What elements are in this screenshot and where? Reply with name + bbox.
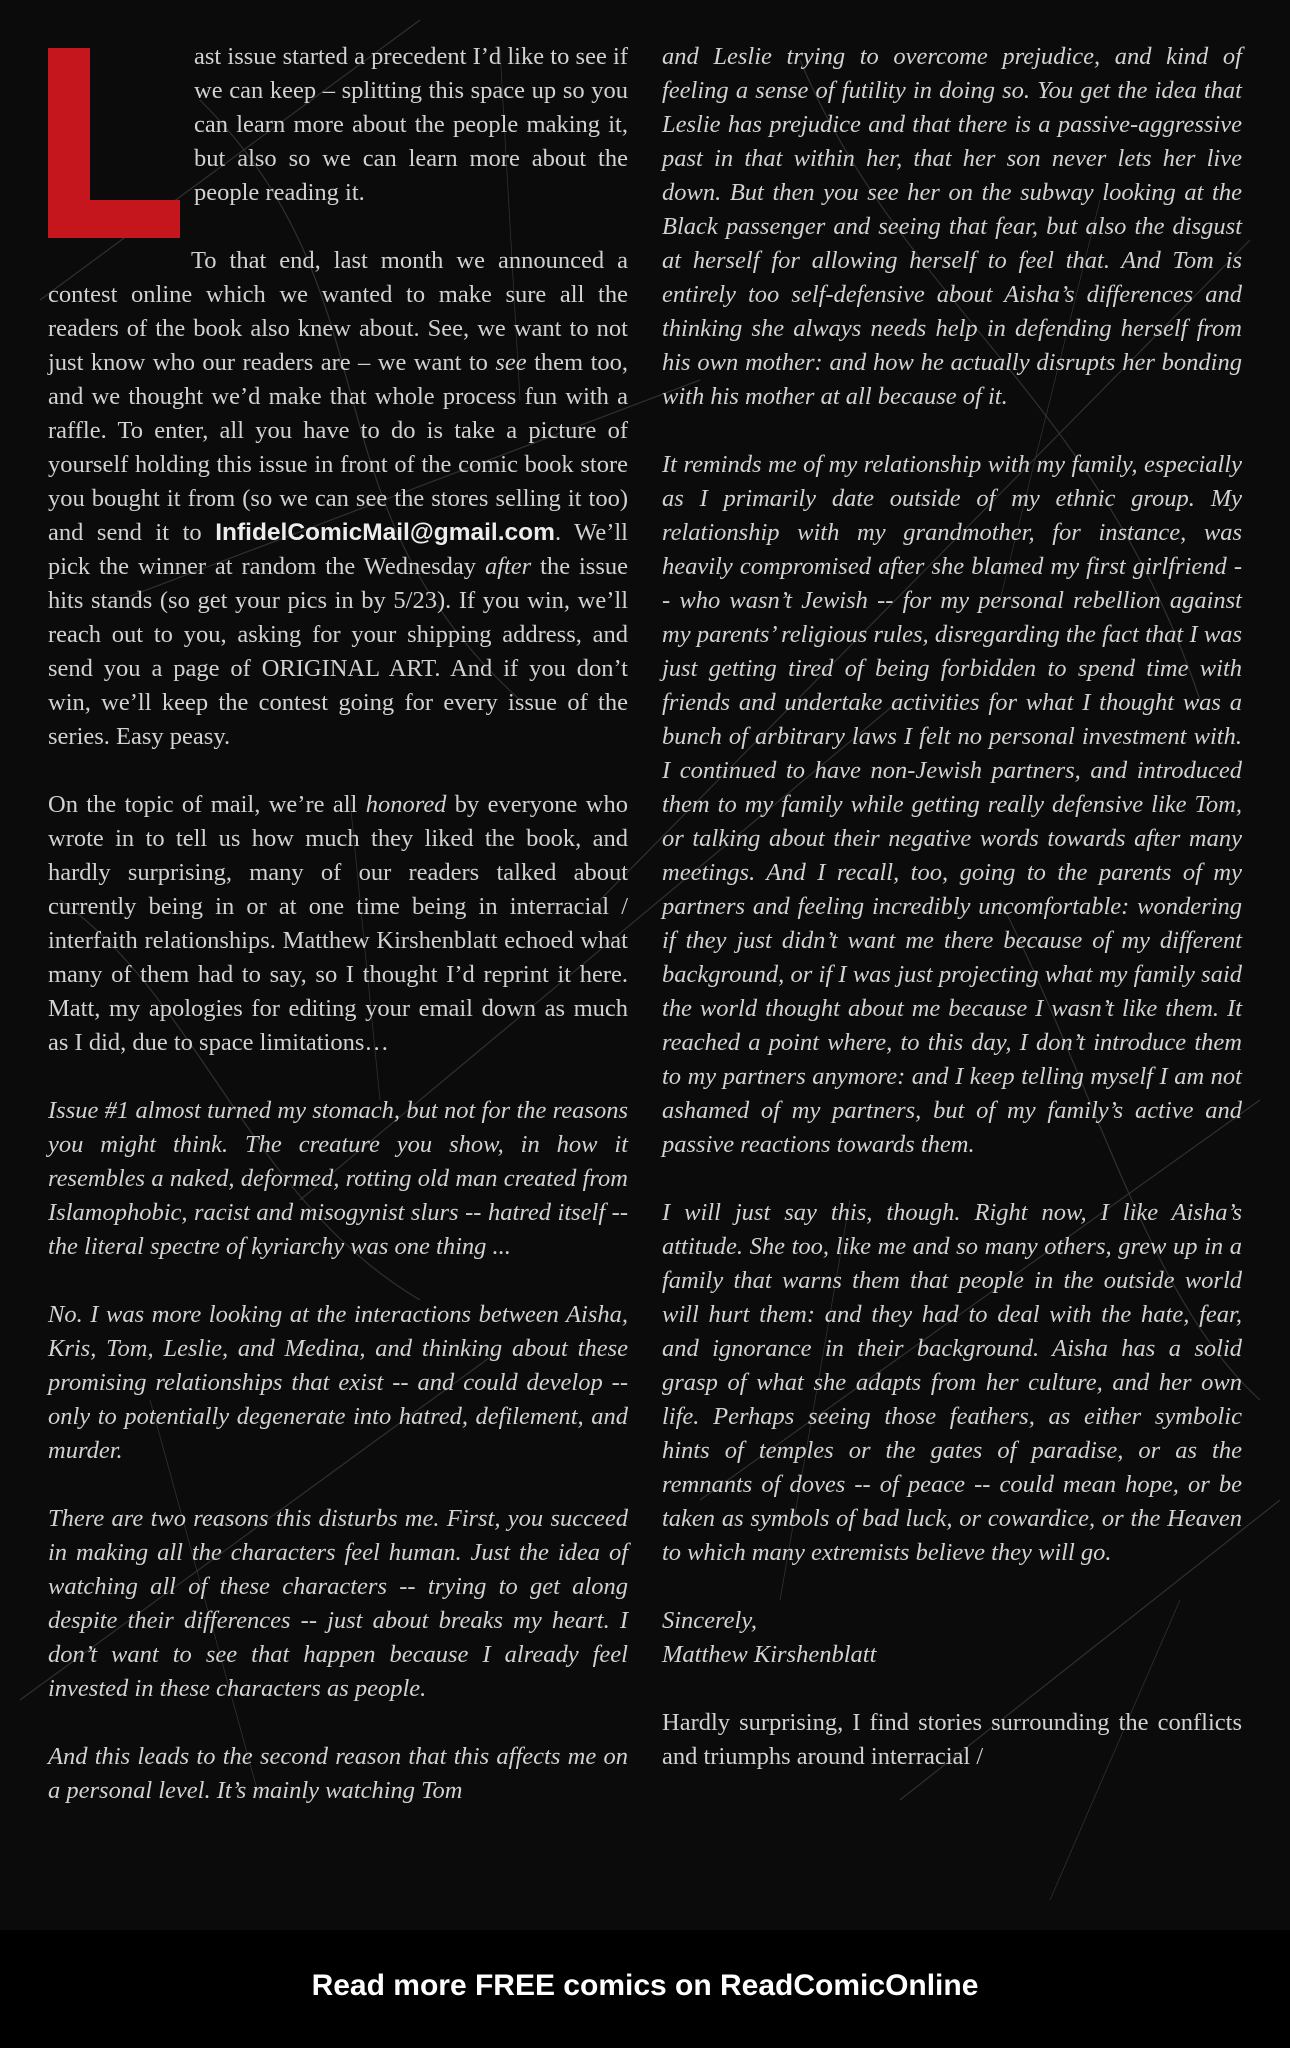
letter-paragraph-3: There are two reasons this disturbs me. First, you succeed in making all the characters feel human. Just the idea of watching all of these characters -- trying to get along despite their differences -- just about breaks my heart. I don’t want to see that happen because I already feel invested in these characters as people. — [48, 1505, 628, 1702]
mail-paragraph: On the topic of mail, we’re all honored by everyone who wrote in to tell us how much they liked the book, and hardly surprising, many of our readers talked about currently being in or at one time being in interracial / interfaith relationships. Matthew Kirshenblatt echoed what many of them had to say, so I thought I’d reprint it here. Matt, my apologies for editing your email down as much as I did, due to space limitations… — [48, 791, 628, 1056]
right-column — [662, 40, 1242, 1774]
contest-email-link[interactable]: InfidelComicMail@gmail.com — [215, 519, 555, 546]
letter-signature: Matthew Kirshenblatt — [662, 1641, 877, 1668]
letter-signoff: Sincerely, — [662, 1607, 758, 1634]
left-column — [48, 40, 628, 1808]
contest-paragraph: To that end, last month we announced a contest online which we wanted to make sure all the readers of the book also knew about. See, we want to not just know who our readers are – we want to see them too, and we thought we’d make that whole process fun with a raffle. To enter, all you have to do is take a picture of yourself holding this issue in front of the comic book store you bought it from (so we can see the stores selling it too) and send it to InfidelComicMail@gmail.com. We’ll pick the winner at random the Wednesday after the issue hits stands (so get your pics in by 5/23). If you win, we’ll reach out to you, asking for your shipping address, and send you a page of ORIGINAL ART. And if you don’t win, we’ll keep the contest going for every issue of the series. Easy peasy. — [48, 247, 629, 750]
dropcap-letter-l — [48, 48, 180, 238]
letter-paragraph-5: and Leslie trying to overcome prejudice, and kind of feeling a sense of futility in doing so. You get the idea that Leslie has prejudice and that there is a passive-aggressive past in that within her, that her son never lets her live down. But then you see her on the subway looking at the Black passenger and seeing that fear, but also the disgust at herself for allowing herself to feel that. And Tom is entirely too self-defensive about Aisha’s differences and thinking she always needs help in defending herself from his own mother: and how he actually disrupts her bonding with his mother at all because of it. — [662, 43, 1242, 410]
footer-promo-link[interactable]: Read more FREE comics on ReadComicOnline — [311, 1969, 979, 2002]
letter-paragraph-6: It reminds me of my relationship with my family, especially as I primarily date outside of my ethnic group. My relationship with my grandmother, for instance, was heavily compromised after she blamed my first girlfriend -- who wasn’t Jewish -- for my personal rebellion against my parents’ religious rules, disregarding the fact that I was just getting tired of being forbidden to spend time with friends and undertake activities for what I thought was a bunch of arbitrary laws I felt no personal investment with. I continued to have non-Jewish partners, and introduced them to my family while getting really defensive like Tom, or talking about their negative words towards after many meetings. And I recall, too, going to the parents of my partners and feeling incredibly uncomfortable: wondering if they just didn’t want me there because of my different background, or if I was just projecting what my family said the world thought about me because I wasn’t like them. It reached a point where, to this day, I don’t introduce them to my partners anymore: and I keep telling myself I am not ashamed of my partners, but of my family’s active and passive reactions towards them. — [662, 451, 1242, 1158]
footer-banner — [0, 1930, 1290, 2048]
letter-paragraph-1: Issue #1 almost turned my stomach, but not for the reasons you might think. The creature you show, in how it resembles a naked, deformed, rotting old man created from Islamophobic, racist and misogynist slurs -- hatred itself -- the literal spectre of kyriarchy was one thing ... — [48, 1097, 628, 1260]
intro-paragraph: ast issue started a precedent I’d like to see if we can keep – splitting this space up so you can learn more about the people making it, but also so we can learn more about the people reading it. — [48, 40, 628, 210]
letter-paragraph-4: And this leads to the second reason that this affects me on a personal level. It’s mainly watching Tom — [48, 1743, 628, 1804]
letter-paragraph-7: I will just say this, though. Right now, I like Aisha’s attitude. She too, like me and so many others, grew up in a family that warns them that people in the outside world will hurt them: and they had to deal with the hate, fear, and ignorance in their background. Aisha has a solid grasp of what she adapts from her culture, and her own life. Perhaps seeing those feathers, as either symbolic hints of temples or the gates of paradise, or as the remnants of doves -- of peace -- could mean hope, or be taken as symbols of bad luck, or cowardice, or the Heaven to which many extremists believe they will go. — [662, 1199, 1242, 1566]
letter-paragraph-2: No. I was more looking at the interactions between Aisha, Kris, Tom, Leslie, and Medina, and thinking about these promising relationships that exist -- and could develop -- only to potentially degenerate into hatred, defilement, and murder. — [48, 1301, 628, 1464]
closing-paragraph: Hardly surprising, I find stories surrounding the conflicts and triumphs around interracial / — [662, 1709, 1242, 1770]
